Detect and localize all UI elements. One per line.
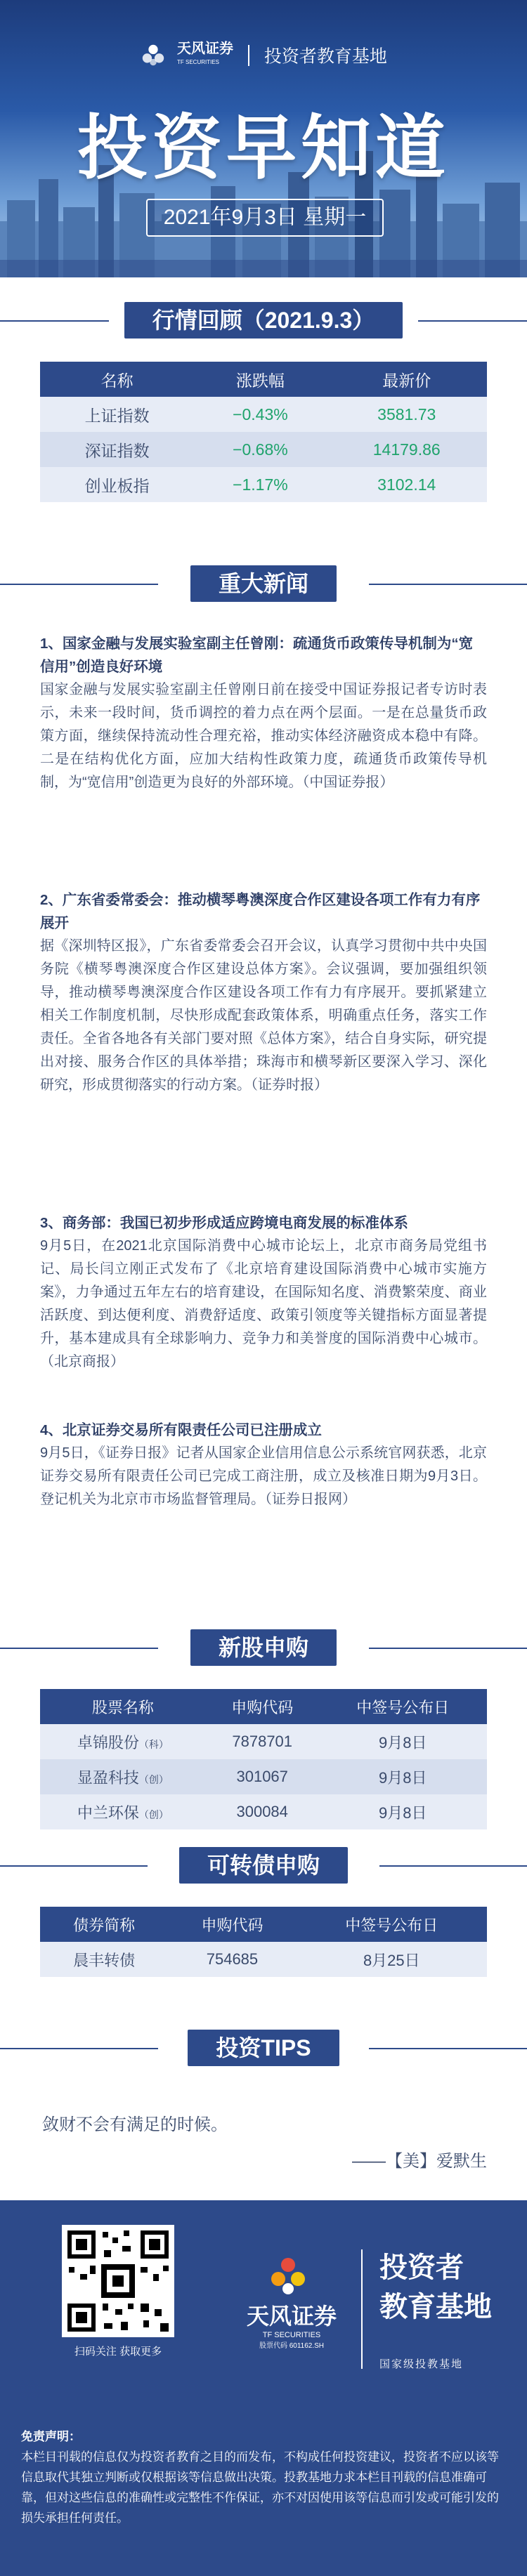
brand-bar [0,41,527,70]
board-tag: （科） [138,1738,169,1750]
index-price: 14179.86 [326,432,487,467]
col-price: 最新价 [326,362,487,397]
market-table-header [40,362,487,397]
news-body: 9月5日，《证券日报》记者从国家企业信用信息公示系统官网获悉，北京证券交易所有限责任公司已完成工商注册，成立及核准日期为9月3日。登记机关为北京市市场监督管理局。（证券日报网） [40,1445,487,1507]
news-item [40,1211,487,1374]
index-change: −1.17% [194,467,326,502]
footer-brand-sub: TF SECURITIES [262,2331,321,2339]
qr-label: 扫码关注 获取更多 [74,2346,162,2358]
table-row [40,1724,487,1759]
market-section-title [0,302,527,339]
footer-brand [239,2299,344,2350]
footer [0,2200,527,2576]
qr-code-icon[interactable] [62,2225,174,2337]
tips-title-text: 投资TIPS [188,2030,339,2066]
stock-name: 中兰环保（创） [40,1794,206,1829]
news-item [40,1419,487,1511]
lottery-date: 8月25日 [297,1942,487,1977]
disclaimer-body: 本栏目刊载的信息仅为投资者教育之目的而发布，不构成任何投资建议，投资者不应以该等信息取代其独立判断或仅根据该等信息做出决策。投教基地力求本栏目刊载的信息准确可靠，但对这些信息的准确性或完整性不作保证，亦不对因使用该等信息而引发或可能引发的损失承担任何责任。 [21,2450,499,2525]
col-name: 名称 [40,362,194,397]
index-price: 3102.14 [326,467,487,502]
stock-code: 300084 [206,1794,319,1829]
index-change: −0.43% [194,397,326,432]
news-body: 国家金融与发展实验室副主任曾刚日前在接受中国证券报记者专访时表示，未来一段时间，货币调控的着力点在两个层面。一是在总量货币政策方面，继续保持流动性合理充裕，推动实体经济融资成本稳中有降。二是在结构优化方面，应加大结构性政策力度，疏通货币政策传导机制，为“宽信用”创造更为良好的外部环境。（中国证券报） [40,682,487,790]
col-date: 中签号公布日 [319,1689,487,1724]
ipo-title-text: 新股申购 [190,1629,337,1666]
news-title-text: 重大新闻 [190,565,337,602]
table-row [40,467,487,502]
tips-author: ——【美】爱默生 [352,2152,487,2171]
bond-table [40,1907,487,1977]
disclaimer [21,2426,506,2528]
footer-base-sub: 国家级投教基地 [379,2358,464,2370]
bond-table-header [40,1907,487,1942]
index-name: 深证指数 [40,432,194,467]
table-row [40,432,487,467]
ipo-section-title [0,1629,527,1666]
market-title-text: 行情回顾（2021.9.3） [124,302,403,339]
table-row [40,1794,487,1829]
board-tag: （创） [138,1808,169,1820]
index-name: 上证指数 [40,397,194,432]
bond-title-text: 可转债申购 [179,1847,348,1884]
table-row [40,1942,487,1977]
col-bond-name: 债券简称 [40,1907,168,1942]
ipo-table [40,1689,487,1829]
bond-name: 晨丰转债 [40,1942,168,1977]
news-headline: 2、广东省委常委会：推动横琴粤澳深度合作区建设各项工作有力有序展开 [40,892,481,931]
news-headline: 1、国家金融与发展实验室副主任曾刚：疏通货币政策传导机制为“宽信用”创造良好环境 [40,636,474,675]
news-headline: 3、商务部：我国已初步形成适应跨境电商发展的标准体系 [40,1215,408,1231]
col-code: 申购代码 [168,1907,296,1942]
stock-code: 301067 [206,1759,319,1794]
tf-logo-icon [140,42,167,69]
index-change: −0.68% [194,432,326,467]
disclaimer-heading: 免责声明： [21,2430,81,2443]
market-table [40,362,487,502]
news-body: 9月5日，在2021北京国际消费中心城市论坛上，北京市商务局党组书记、局长闫立刚正式发布了《北京培育建设国际消费中心城市实施方案》，力争通过五年左右的培育建设，在国际知名度、消费繁荣度、商业活跃度、到达便利度、消费舒适度、政策引领度等关键指标方面显著提升，基本建成具有全球影响力、竞争力和美誉度的国际消费中心城市。（北京商报） [40,1238,487,1369]
index-price: 3581.73 [326,397,487,432]
footer-base-name: 投资者 教育基地 [379,2252,492,2322]
news-section-title [0,565,527,602]
col-date: 中签号公布日 [297,1907,487,1942]
base-name: 投资者教育基地 [264,46,387,67]
brand-sub: TF SECURITIES [177,59,220,66]
tips-quote: 敛财不会有满足的时候。 [42,2115,228,2134]
col-stock-name: 股票名称 [40,1689,206,1724]
news-item [40,888,487,1097]
col-code: 申购代码 [206,1689,319,1724]
news-item [40,632,487,794]
stock-code: 7878701 [206,1724,319,1759]
lottery-date: 9月8日 [319,1794,487,1829]
table-row [40,397,487,432]
index-name: 创业板指 [40,467,194,502]
page-title: 投资早知道 [77,109,450,188]
lottery-date: 9月8日 [319,1759,487,1794]
date-badge: 2021年9月3日 星期一 [146,199,384,237]
tf-logo-icon [267,2255,309,2297]
board-tag: （创） [138,1773,169,1785]
ipo-table-header [40,1689,487,1724]
col-change: 涨跌幅 [194,362,326,397]
footer-brand-name: 天风证券 [246,2304,337,2329]
brand-divider [248,45,249,66]
news-headline: 4、北京证券交易所有限责任公司已注册成立 [40,1422,322,1438]
header-banner [0,0,527,277]
brand-name: 天风证券 [177,41,234,57]
news-body: 据《深圳特区报》，广东省委常委会召开会议，认真学习贯彻中共中央国务院《横琴粤澳深度合作区建设总体方案》。会议强调，要加强组织领导，推动横琴粤澳深度合作区建设各项工作有力有序展开。要抓紧建立相关工作制度机制，尽快形成配套政策体系，明确重点任务，落实工作责任。全省各地各有关部门要对照《总体方案》，结合自身实际，研究提出对接、服务合作区的具体举措；珠海市和横琴新区要深入学习、深化研究，形成贯彻落实的行动方案。（证券时报） [40,938,487,1093]
stock-code: 股票代码 601162.SH [259,2342,325,2350]
bond-code: 754685 [168,1942,296,1977]
tips-section-title [0,2030,527,2066]
stock-name: 显盈科技（创） [40,1759,206,1794]
lottery-date: 9月8日 [319,1724,487,1759]
footer-divider [361,2249,363,2369]
stock-name: 卓锦股份（科） [40,1724,206,1759]
bond-section-title [0,1847,527,1884]
table-row [40,1759,487,1794]
